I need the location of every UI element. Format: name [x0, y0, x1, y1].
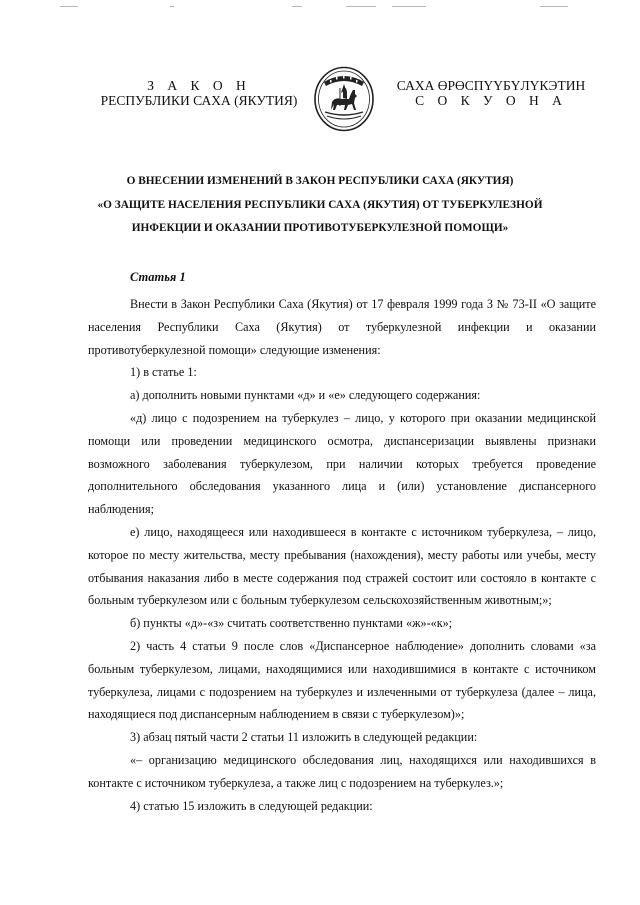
paragraph-item-3-text: «– организацию медицинского обследования лиц, находящихся или находившихся в контакте с источником туберкулеза, а также лиц с подозрением на туберкулез.»;	[88, 752, 596, 790]
scan-artifacts	[0, 0, 640, 14]
document-body	[88, 267, 596, 817]
paragraph-subitem-b: б) пункты «д»-«з» считать соответственно пунктами «ж»-«к»;	[130, 616, 453, 631]
article-heading: Статья 1	[130, 270, 186, 284]
paragraph-item-2: 2) часть 4 статьи 9 после слов «Диспансерное наблюдение» дополнить словами «за больным туберкулезом, лицами, находящимися или находившимися в контакте с источником туберкулеза, лицами с подозрением на туберкулез и излеченными от туберкулеза (далее – лица, находящиеся под диспансерным наблюдением в связи с туберкулезом)»;	[88, 638, 596, 722]
paragraph-definition-e: е) лицо, находящееся или находившееся в контакте с источником туберкулеза, – лицо, которое по месту жительства, месту пребывания (нахождения), месту работы или учебы, месту отбывания наказания либо в месте содержания под стражей состоит или состояло в контакте с больным туберкулезом или с больным туберкулезом сельскохозяйственным животным;»;	[88, 524, 596, 608]
paragraph-intro: Внести в Закон Республики Саха (Якутия) от 17 февраля 1999 года З № 73-II «О защите населения Республики Саха (Якутия) от туберкулезной инфекции и оказании противотуберкулезной помощи» следующие изменения:	[88, 297, 596, 357]
document-title	[60, 170, 580, 241]
paragraph-subitem-a: а) дополнить новыми пунктами «д» и «е» следующего содержания:	[130, 388, 481, 403]
paragraph-item-4: 4) статью 15 изложить в следующей редакции:	[130, 798, 373, 813]
paragraph-item-3: 3) абзац пятый части 2 статьи 11 изложить в следующей редакции:	[130, 730, 478, 745]
header-left-line-1: З А К О Н	[147, 78, 251, 93]
header-right-line-1: САХА ӨРӨСПҮҮБҮЛҮКЭТИН	[396, 78, 586, 93]
paragraph-definition-d: «д) лицо с подозрением на туберкулез – лицо, у которого при оказании медицинской помощи или проведении медицинского осмотра, диспансеризации выявлены признаки возможного заболевания туберкулезом, при наличии которых требуется проведение дополнительного обследования указанного лица и (или) установление диспансерного наблюдения;	[88, 410, 596, 517]
title-line-3: ИНФЕКЦИИ И ОКАЗАНИИ ПРОТИВОТУБЕРКУЛЕЗНОЙ ПОМОЩИ»	[131, 222, 509, 234]
paragraph-item-1: 1) в статье 1:	[130, 365, 197, 380]
header-left-line-2: РЕСПУБЛИКИ САХА (ЯКУТИЯ)	[100, 93, 298, 108]
document-header	[0, 66, 640, 146]
header-right-line-2: С О К У О Н А	[415, 93, 567, 108]
header-right-yakut	[376, 78, 606, 108]
header-left-russian	[88, 78, 310, 108]
title-line-2: «О ЗАЩИТЕ НАСЕЛЕНИЯ РЕСПУБЛИКИ САХА (ЯКУТИЯ) ОТ ТУБЕРКУЛЕЗНОЙ	[97, 198, 543, 211]
title-line-1: О ВНЕСЕНИИ ИЗМЕНЕНИЙ В ЗАКОН РЕСПУБЛИКИ САХА (ЯКУТИЯ)	[126, 175, 514, 187]
coat-of-arms-emblem-icon	[313, 66, 375, 132]
